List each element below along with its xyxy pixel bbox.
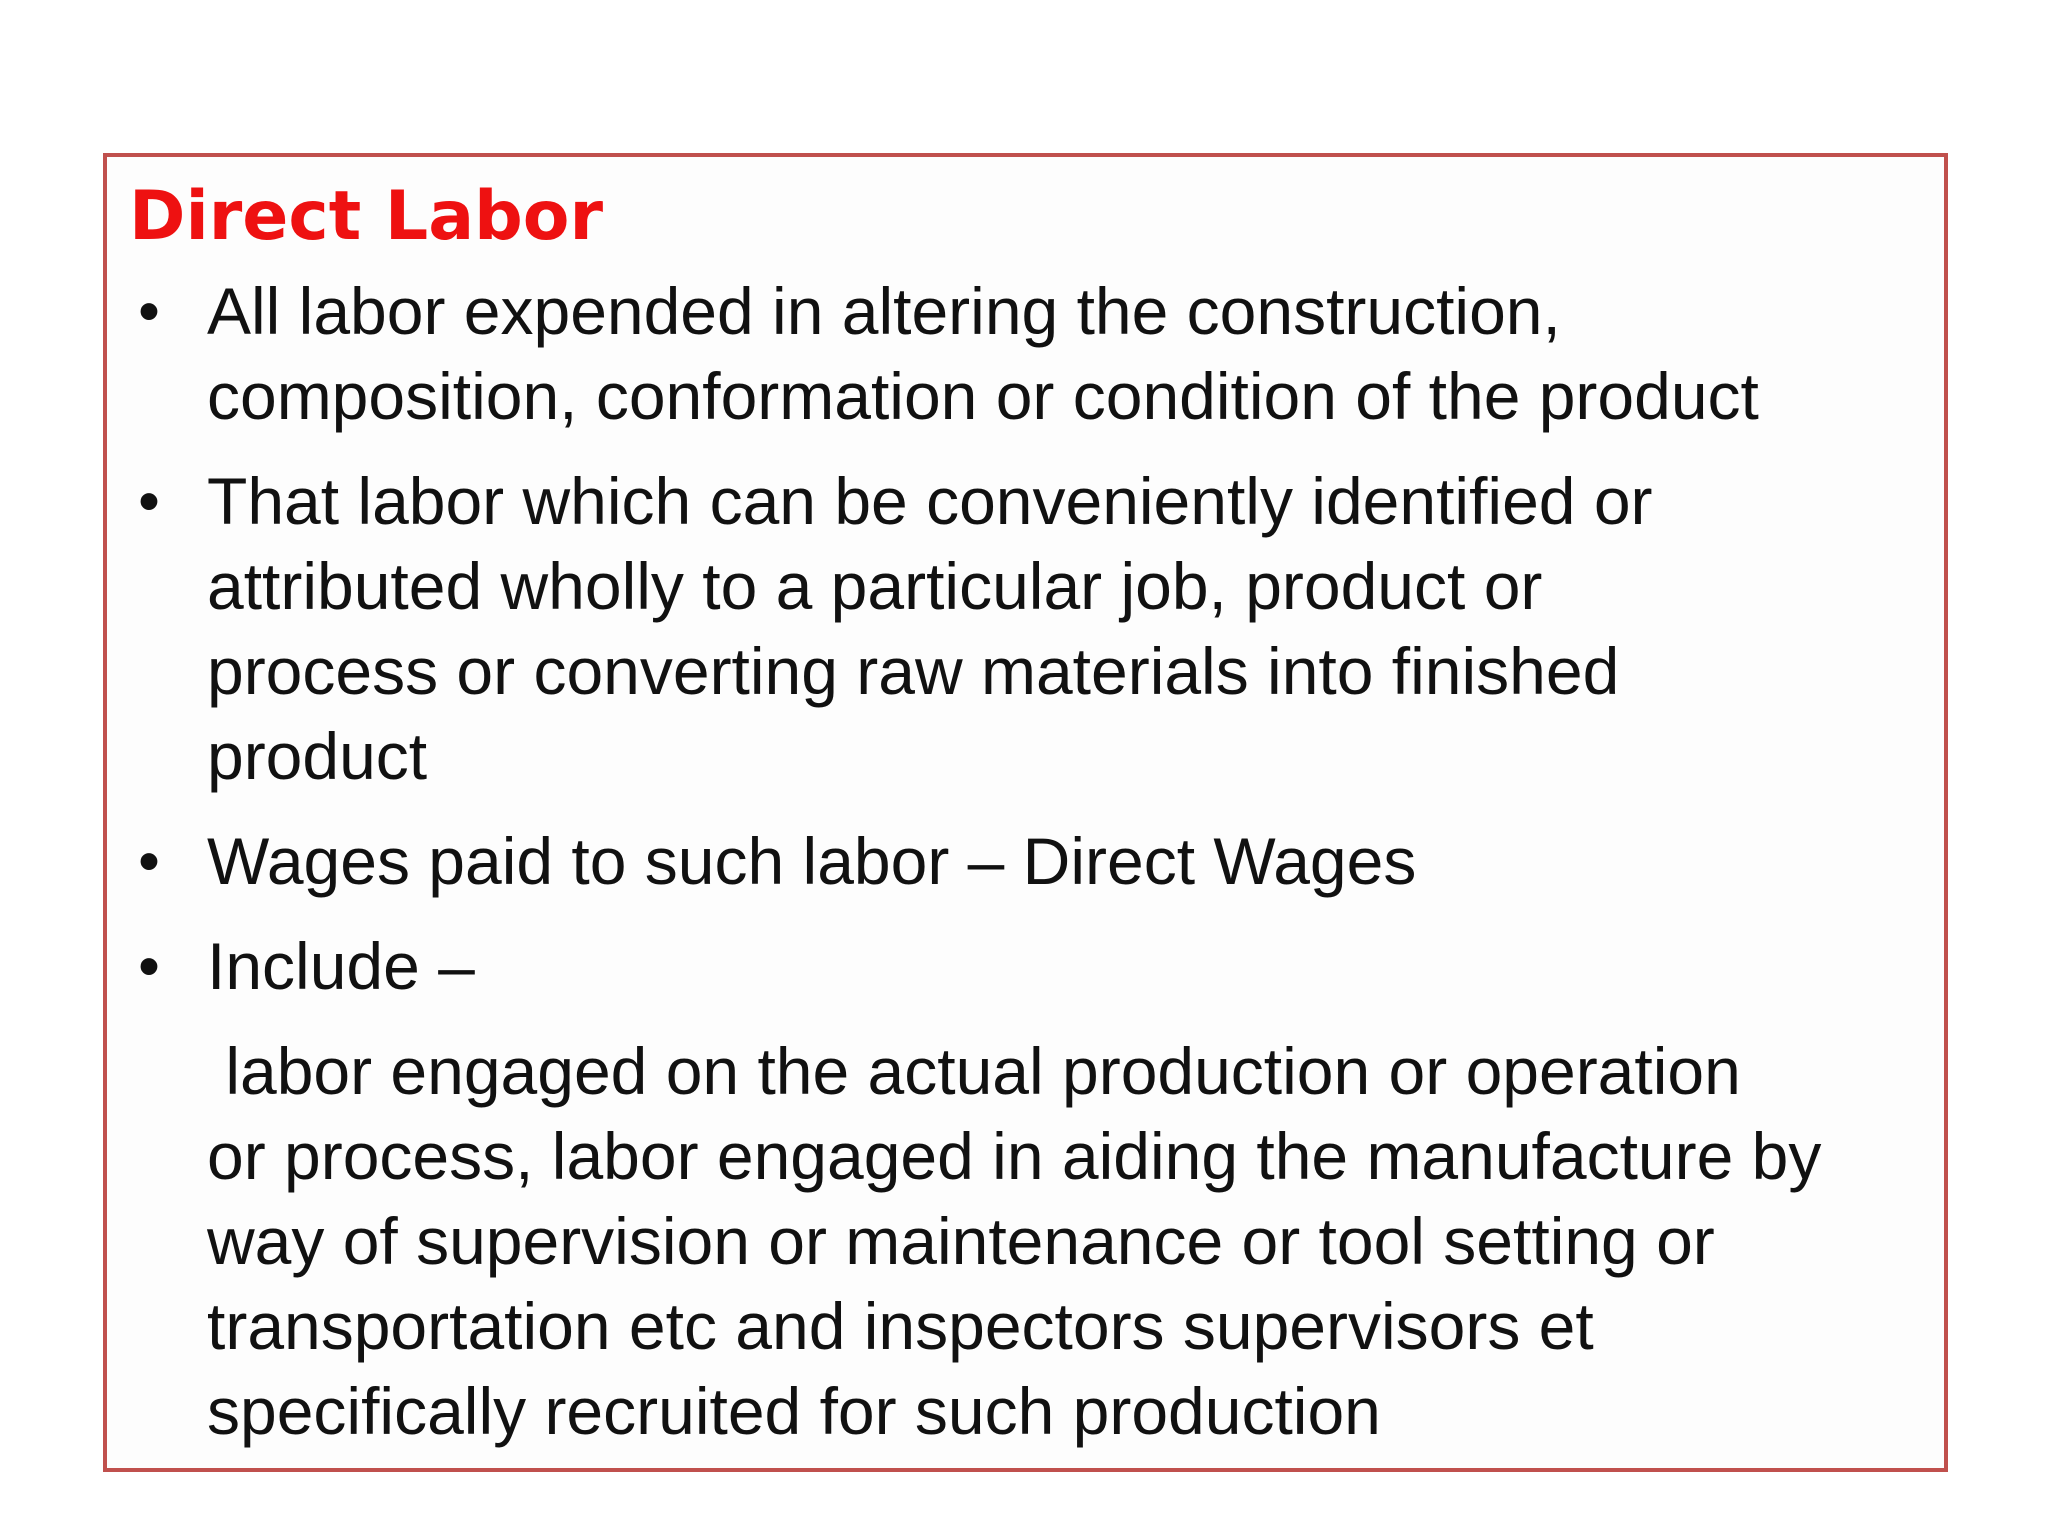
detail-text-line: labor engaged on the actual production or operation — [207, 1034, 1741, 1108]
bullet-text-line: Wages paid to such labor – Direct Wages — [207, 824, 1417, 898]
bullet-text-line: process or converting raw materials into finished — [207, 634, 1620, 708]
bullet-text-line: Include – — [207, 929, 475, 1003]
bullet-text-line: product — [207, 719, 428, 793]
slide-content — [129, 177, 1949, 1454]
bullet-icon: • — [138, 467, 160, 536]
bullet-item — [129, 459, 1949, 799]
bullet-text-line: That labor which can be conveniently identified or — [207, 464, 1653, 538]
bullet-item — [129, 924, 1949, 1009]
detail-text-line: transportation etc and inspectors supervisors et — [207, 1289, 1594, 1363]
detail-text-line: or process, labor engaged in aiding the manufacture by — [207, 1119, 1822, 1193]
detail-text-line: specifically recruited for such production — [207, 1374, 1381, 1448]
bullet-text-line: composition, conformation or condition of the product — [207, 359, 1759, 433]
bullet-list — [129, 269, 1949, 1009]
detail-text-line: way of supervision or maintenance or tool setting or — [207, 1204, 1715, 1278]
bullet-text-line: attributed wholly to a particular job, product or — [207, 549, 1543, 623]
bullet-text-line: All labor expended in altering the construction, — [207, 274, 1561, 348]
slide-title: Direct Labor — [129, 177, 604, 256]
content-frame — [103, 153, 1948, 1472]
bullet-icon: • — [138, 827, 160, 896]
bullet-item — [129, 269, 1949, 439]
bullet-icon: • — [138, 932, 160, 1001]
bullet-icon: • — [138, 277, 160, 346]
bullet-item — [129, 819, 1949, 904]
include-details — [207, 1029, 1949, 1454]
